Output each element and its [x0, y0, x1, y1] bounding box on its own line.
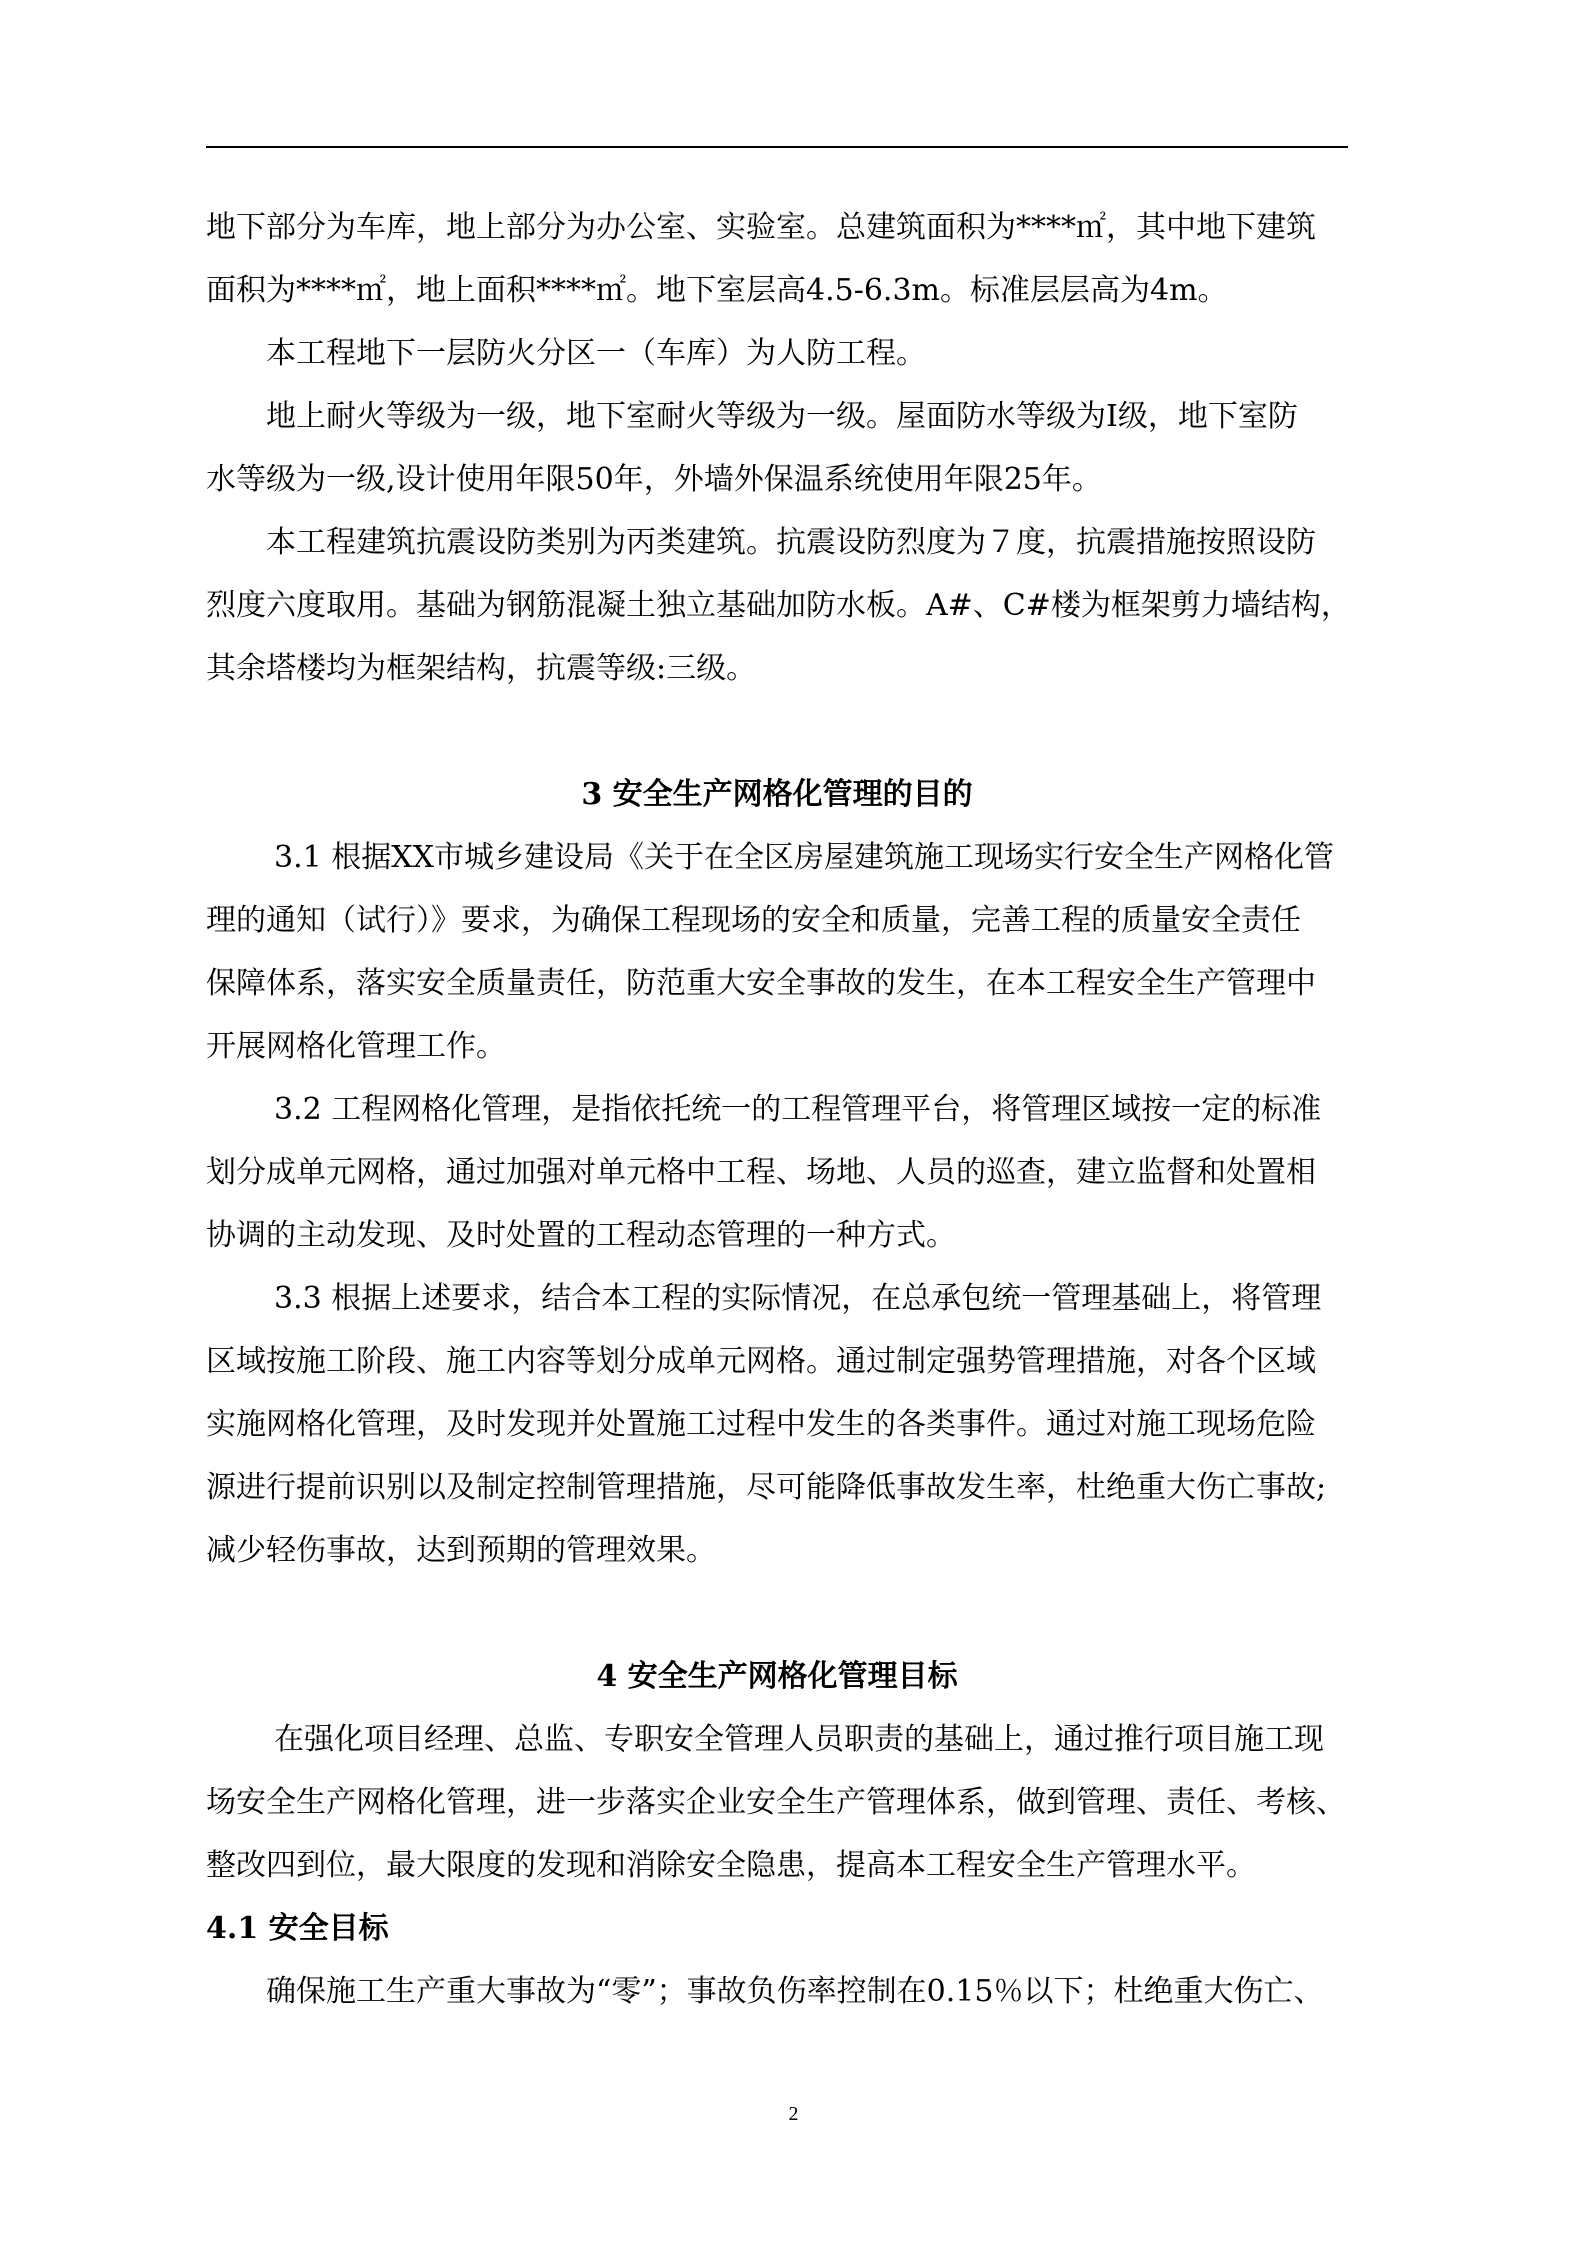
spacer	[206, 1582, 1402, 1645]
paragraph-line: 整改四到位，最大限度的发现和消除安全隐患，提高本工程安全生产管理水平。	[206, 1848, 1256, 1883]
paragraph-line: 面积为****㎡，地上面积****㎡。地下室层高4.5-6.3m。标准层层高为4m。	[206, 273, 1228, 308]
spacer	[206, 700, 1402, 763]
header-rule	[206, 146, 1348, 148]
page-number: 2	[788, 2103, 799, 2125]
paragraph-line: 3.1 根据XX市城乡建设局《关于在全区房屋建筑施工现场实行安全生产网格化管	[274, 840, 1334, 875]
paragraph-line: 在强化项目经理、总监、专职安全管理人员职责的基础上，通过推行项目施工现	[274, 1722, 1324, 1757]
paragraph-line: 其余塔楼均为框架结构，抗震等级:三级。	[206, 651, 757, 686]
paragraph-line: 3.3 根据上述要求，结合本工程的实际情况，在总承包统一管理基础上，将管理	[274, 1281, 1322, 1316]
paragraph-line: 地上耐火等级为一级，地下室耐火等级为一级。屋面防水等级为Ⅰ级，地下室防	[266, 399, 1298, 434]
section-4-title: 4 安全生产网格化管理目标	[596, 1659, 958, 1694]
paragraph-line: 减少轻伤事故，达到预期的管理效果。	[206, 1533, 716, 1568]
paragraph-line: 本工程地下一层防火分区一（车库）为人防工程。	[266, 336, 926, 371]
paragraph-line: 划分成单元网格，通过加强对单元格中工程、场地、人员的巡查，建立监督和处置相	[206, 1155, 1316, 1190]
paragraph-line: 区域按施工阶段、施工内容等划分成单元网格。通过制定强势管理措施，对各个区域	[206, 1344, 1316, 1379]
paragraph-line: 协调的主动发现、及时处置的工程动态管理的一种方式。	[206, 1218, 956, 1253]
paragraph-line: 保障体系，落实安全质量责任，防范重大安全事故的发生，在本工程安全生产管理中	[206, 966, 1316, 1001]
subsection-4-1-title: 4.1 安全目标	[206, 1911, 389, 1946]
paragraph-line: 理的通知（试行）》要求，为确保工程现场的安全和质量，完善工程的质量安全责任	[206, 903, 1301, 938]
paragraph-line: 地下部分为车库，地上部分为办公室、实验室。总建筑面积为****㎡，其中地下建筑	[206, 210, 1316, 245]
paragraph-line: 开展网格化管理工作。	[206, 1029, 506, 1064]
paragraph-line: 烈度六度取用。基础为钢筋混凝土独立基础加防水板。A#、C#楼为框架剪力墙结构，	[206, 588, 1351, 623]
paragraph-line: 场安全生产网格化管理，进一步落实企业安全生产管理体系，做到管理、责任、考核、	[206, 1785, 1346, 1820]
paragraph-line: 确保施工生产重大事故为“零”；事故负伤率控制在0.15％以下；杜绝重大伤亡、	[266, 1974, 1324, 2009]
paragraph-line: 实施网格化管理，及时发现并处置施工过程中发生的各类事件。通过对施工现场危险	[206, 1407, 1316, 1442]
paragraph-line: 3.2 工程网格化管理，是指依托统一的工程管理平台，将管理区域按一定的标准	[274, 1092, 1322, 1127]
section-3-title: 3 安全生产网格化管理的目的	[581, 777, 973, 812]
paragraph-line: 本工程建筑抗震设防类别为丙类建筑。抗震设防烈度为７度，抗震措施按照设防	[266, 525, 1316, 560]
paragraph-line: 水等级为一级,设计使用年限50年，外墙外保温系统使用年限25年。	[206, 462, 1102, 497]
page-content	[206, 196, 1402, 2023]
paragraph-line: 源进行提前识别以及制定控制管理措施，尽可能降低事故发生率，杜绝重大伤亡事故;	[206, 1470, 1327, 1505]
